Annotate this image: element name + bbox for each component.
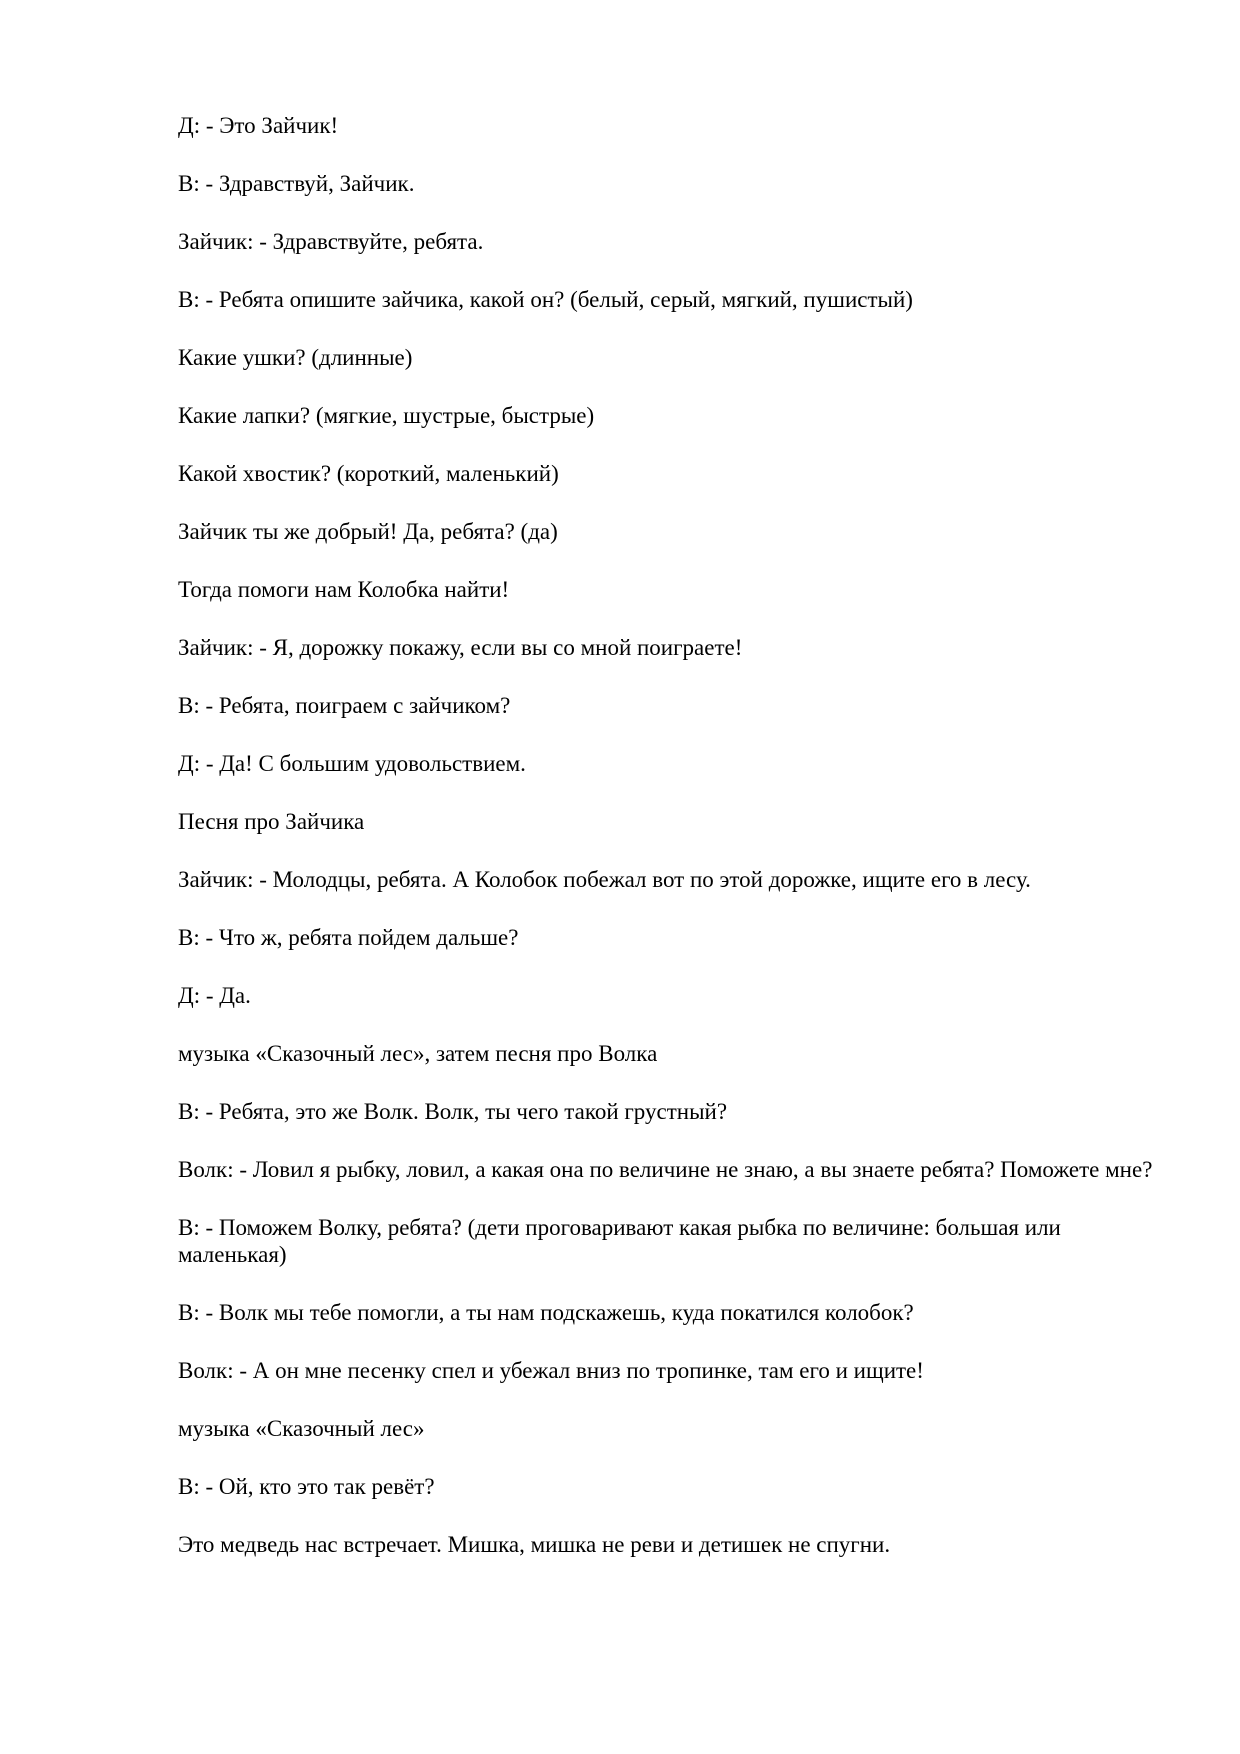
paragraph: Д: - Да. [178, 983, 251, 1008]
paragraph: В: - Волк мы тебе помогли, а ты нам подскажешь, куда покатился колобок? [178, 1300, 914, 1325]
paragraph: Волк: - А он мне песенку спел и убежал вниз по тропинке, там его и ищите! [178, 1358, 924, 1383]
paragraph: Тогда помоги нам Колобка найти! [178, 577, 510, 602]
paragraph: В: - Здравствуй, Зайчик. [178, 171, 415, 196]
paragraph: В: - Ребята, поиграем с зайчиком? [178, 693, 511, 718]
paragraph: Песня про Зайчика [178, 809, 365, 834]
paragraph: Д: - Да! С большим удовольствием. [178, 751, 526, 776]
paragraph: В: - Поможем Волку, ребята? (дети проговаривают какая рыбка по величине: большая или маленькая) [178, 1215, 1067, 1267]
paragraph: Д: - Это Зайчик! [178, 113, 339, 138]
paragraph: Зайчик ты же добрый! Да, ребята? (да) [178, 519, 558, 544]
paragraph: Какой хвостик? (короткий, маленький) [178, 461, 559, 486]
paragraph: музыка «Сказочный лес» [178, 1416, 425, 1441]
paragraph: Какие лапки? (мягкие, шустрые, быстрые) [178, 403, 595, 428]
paragraph: В: - Что ж, ребята пойдем дальше? [178, 925, 519, 950]
paragraph: В: - Ребята опишите зайчика, какой он? (белый, серый, мягкий, пушистый) [178, 287, 913, 312]
paragraph: музыка «Сказочный лес», затем песня про Волка [178, 1041, 658, 1066]
paragraph: Зайчик: - Здравствуйте, ребята. [178, 229, 484, 254]
paragraph: Какие ушки? (длинные) [178, 345, 413, 370]
paragraph: Волк: - Ловил я рыбку, ловил, а какая она по величине не знаю, а вы знаете ребята? Поможете мне? [178, 1157, 1153, 1182]
paragraph: В: - Ой, кто это так ревёт? [178, 1474, 435, 1499]
document-body [178, 112, 1158, 1589]
paragraph: Зайчик: - Я, дорожку покажу, если вы со мной поиграете! [178, 635, 743, 660]
paragraph: Зайчик: - Молодцы, ребята. А Колобок побежал вот по этой дорожке, ищите его в лесу. [178, 867, 1031, 892]
paragraph: В: - Ребята, это же Волк. Волк, ты чего такой грустный? [178, 1099, 728, 1124]
paragraph: Это медведь нас встречает. Мишка, мишка не реви и детишек не спугни. [178, 1532, 891, 1557]
